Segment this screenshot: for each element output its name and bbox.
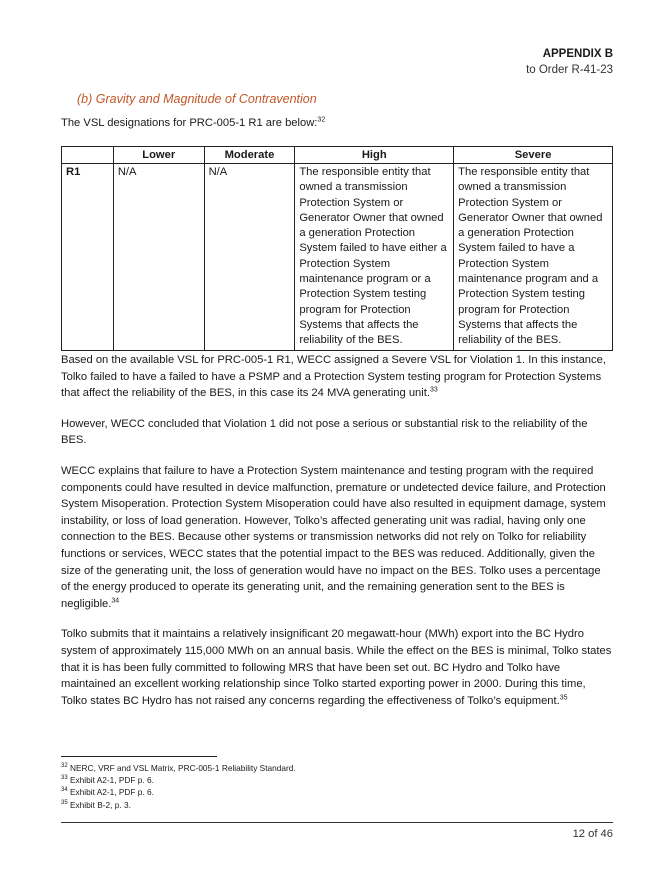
vsl-table [61, 146, 613, 351]
header-cell-severe: Severe [454, 147, 613, 164]
cell-moderate: N/A [204, 164, 295, 351]
footnote-text: NERC, VRF and VSL Matrix, PRC-005-1 Reliability Standard. [70, 763, 296, 773]
cell-high: The responsible entity that owned a transmission Protection System or Generator Owner that owned a generation Protection System failed to have either a Protection System maintenance program or a Protection System testing program for Protection Systems that affects the reliability of the BES. [295, 164, 454, 351]
footnote-ref: 32 [317, 116, 326, 124]
footnote-number: 35 [61, 799, 68, 806]
paragraph [61, 416, 613, 449]
footnote [61, 786, 296, 798]
paragraph [61, 626, 613, 709]
table-row [62, 164, 613, 351]
cell-lower: N/A [113, 164, 204, 351]
paragraph [61, 352, 613, 402]
footnote-text: Exhibit A2-1, PDF p. 6. [70, 775, 154, 786]
footer-divider [61, 822, 613, 823]
appendix-label: APPENDIX B [542, 48, 613, 60]
footnote-text: Exhibit B-2, p. 3. [70, 799, 131, 810]
paragraph-text: However, WECC concluded that Violation 1 did not pose a serious or substantial risk to the reliability of the BES. [61, 417, 588, 447]
intro-sentence [61, 117, 325, 129]
header-cell-requirement [62, 147, 114, 164]
footnote-ref: 35 [559, 693, 568, 701]
footnotes [61, 762, 296, 811]
paragraph-text: WECC explains that failure to have a Protection System maintenance and testing program with the required components could have resulted in device malfunction, premature or undetected device failure, and Protection System Misoperation. Protection System Misoperation could have also resulted in equipment damage, system instability, or loss of load generation. However, Tolko’s affected generating unit was radial, having only one connection to the BES. Because other systems or transmission networks did not rely on Tolko for reliability functions or services, WECC states that the potential impact to the BES was reduced. Additionally, given the size of the generating unit, the loss of generation would have no impact on the BES. Tolko uses a percentage of the energy produced to operate its generating unit, and the remaining generation sent to the BES is negligible. [61, 464, 606, 610]
paragraph-text: Tolko submits that it maintains a relatively insignificant 20 megawatt-hour (MWh) export into the BC Hydro system of approximately 115,000 MWh on an annual basis. While the effect on the BES is minimal, Tolko states that it is has been fully committed to following MRS that have been set out. BC Hydro and Tolko have maintained an excellent working relationship since Tolko started exporting power in 2000. During this time, Tolko states BC Hydro has not raised any concerns regarding the effectiveness of Tolko’s equipment. [61, 628, 612, 707]
table-header-row [62, 147, 613, 164]
page-header [526, 46, 613, 78]
footnote-text: Exhibit A2-1, PDF p. 6. [70, 787, 154, 798]
footnote [61, 799, 296, 811]
cell-severe: The responsible entity that owned a transmission Protection System or Generator Owner that owned a generation Protection System failed to have a Protection System maintenance program and a Protection System testing program for Protection Systems that affects the reliability of the BES. [454, 164, 613, 351]
footnote-ref: 33 [429, 386, 438, 394]
intro-text: The VSL designations for PRC-005-1 R1 are below: [61, 117, 318, 129]
header-cell-lower: Lower [113, 147, 204, 164]
body-text [61, 352, 613, 723]
page-number: 12 of 46 [572, 828, 613, 840]
footnote-ref: 34 [111, 596, 120, 604]
footnote-number: 33 [61, 775, 68, 782]
paragraph-text: Based on the available VSL for PRC-005-1 R1, WECC assigned a Severe VSL for Violation 1. In this instance, Tolko failed to have a failed to have a PSMP and a Protection System testing program for Protection Systems that affect the reliability of the BES, in this case its 24 MVA generating unit. [61, 354, 606, 400]
paragraph [61, 463, 613, 612]
footnote-number: 32 [61, 763, 68, 770]
section-heading: (b) Gravity and Magnitude of Contravention [77, 92, 317, 106]
footnote [61, 762, 296, 774]
order-reference: to Order R-41-23 [526, 64, 613, 76]
footnote-number: 34 [61, 787, 68, 794]
cell-requirement-id: R1 [62, 164, 114, 351]
header-cell-high: High [295, 147, 454, 164]
header-cell-moderate: Moderate [204, 147, 295, 164]
footnote [61, 774, 296, 786]
footnote-divider [61, 756, 217, 757]
